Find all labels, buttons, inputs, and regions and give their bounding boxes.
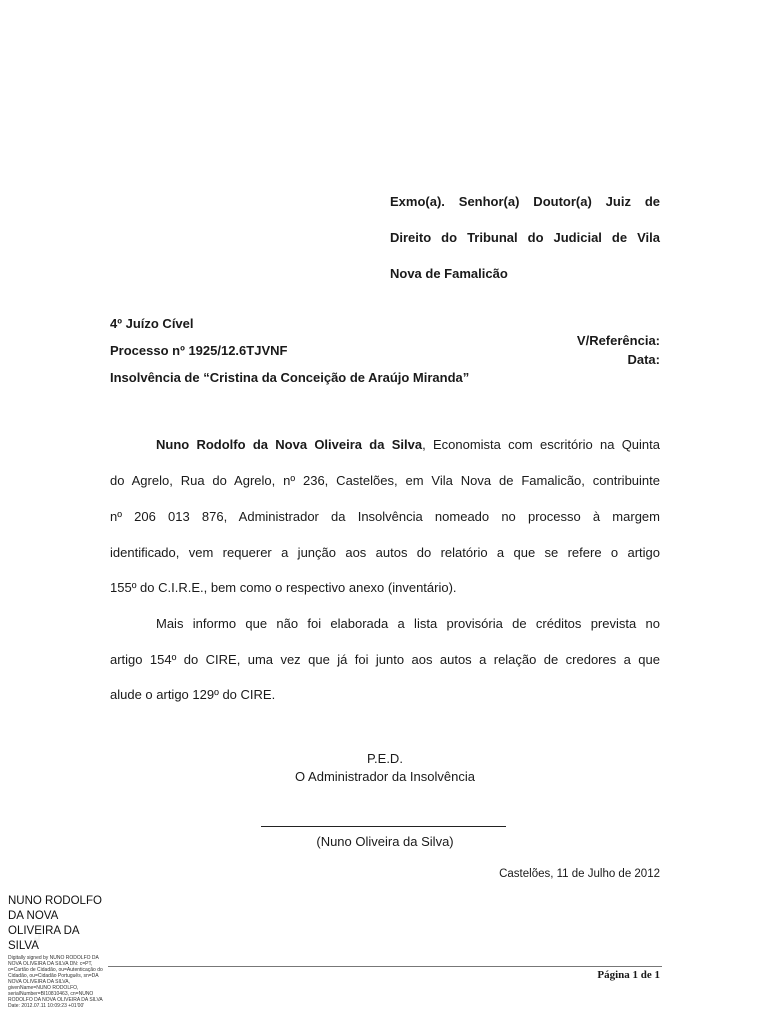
addressee-line-1: Exmo(a). Senhor(a) Doutor(a) Juiz de	[390, 194, 660, 209]
paragraph-1-line-1-rest: , Economista com escritório na Quinta	[422, 437, 660, 452]
signature-name: (Nuno Oliveira da Silva)	[316, 834, 454, 849]
process-number: Processo nº 1925/12.6TJVNF	[110, 343, 288, 358]
addressee-line-3: Nova de Famalicão	[390, 266, 508, 281]
paragraph-2-line-3: alude o artigo 129º do CIRE.	[110, 687, 276, 702]
reference-label: V/Referência:	[576, 333, 660, 348]
place-date: Castelões, 11 de Julho de 2012	[499, 868, 660, 880]
paragraph-1-line-1	[156, 437, 660, 452]
date-label: Data:	[627, 352, 660, 367]
paragraph-2-line-2: artigo 154º do CIRE, uma vez que já foi junto aos autos a relação de credores a que	[110, 652, 660, 667]
footer-rule	[108, 966, 662, 967]
paragraph-1-line-4: identificado, vem requerer a junção aos autos do relatório a que se refere o artigo	[110, 545, 660, 560]
paragraph-1-line-5: 155º do C.I.R.E., bem como o respectivo anexo (inventário).	[110, 580, 457, 595]
signature-line	[261, 826, 506, 827]
paragraph-1-line-2: do Agrelo, Rua do Agrelo, nº 236, Castelões, em Vila Nova de Famalicão, contribuinte	[110, 473, 660, 488]
addressee-line-2: Direito do Tribunal do Judicial de Vila	[390, 230, 660, 245]
digital-signature-details: Digitally signed by NUNO RODOLFO DA NOVA OLIVEIRA DA SILVA DN: c=PT, o=Cartão de Cidadão, ou=Autenticação do Cidadão, ou=Cidadão Português, sn=DA NOVA OLIVEIRA DA SILVA, givenName=NUNO RODOLFO, serialNumber=BI10810463, cn=NUNO RODOLFO DA NOVA OLIVEIRA DA SILVA Date: 2012.07.11 10:09:23 +01'00'	[8, 955, 103, 1009]
administrator-name: Nuno Rodolfo da Nova Oliveira da Silva	[156, 437, 423, 452]
digital-signer-name: NUNO RODOLFO DA NOVA OLIVEIRA DA SILVA	[8, 895, 102, 952]
case-subject: Insolvência de “Cristina da Conceição de Araújo Miranda”	[110, 370, 470, 385]
closing-ped: P.E.D.	[367, 751, 403, 766]
paragraph-1-line-3: nº 206 013 876, Administrador da Insolvência nomeado no processo à margem	[110, 509, 660, 524]
closing-role: O Administrador da Insolvência	[295, 769, 475, 784]
court-label: 4º Juízo Cível	[110, 316, 194, 331]
page-number: Página 1 de 1	[597, 969, 660, 981]
paragraph-2-line-1: Mais informo que não foi elaborada a lista provisória de créditos prevista no	[156, 616, 660, 631]
